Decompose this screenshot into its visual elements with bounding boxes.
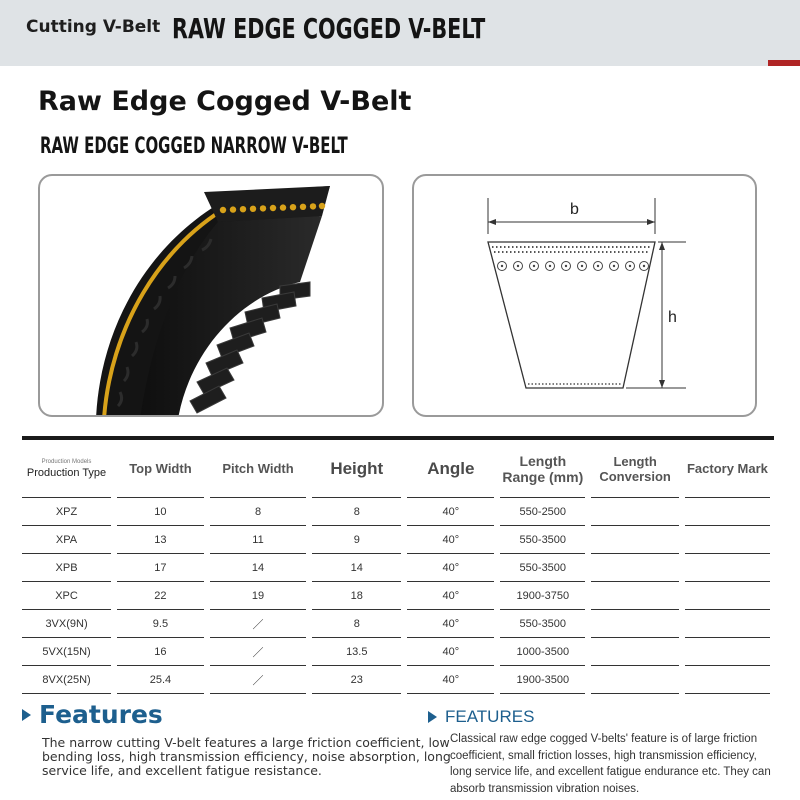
cell-length-range: 550-3500: [500, 526, 585, 554]
cell-height: 8: [312, 498, 401, 526]
cell-top-width: 10: [117, 498, 204, 526]
cell-top-width: 22: [117, 582, 204, 610]
cell-factory-mark: [685, 498, 770, 526]
header-banner: [0, 0, 800, 66]
table-row: [22, 638, 770, 666]
cell-height: 14: [312, 554, 401, 582]
cell-length-conversion: [591, 610, 679, 638]
cell-length-range: 1900-3750: [500, 582, 585, 610]
cell-top-width: 9.5: [117, 610, 204, 638]
cell-angle: 40°: [407, 638, 494, 666]
triangle-bullet-icon: [22, 709, 31, 721]
cell-length-conversion: [591, 582, 679, 610]
cell-length-range: 1000-3500: [500, 638, 585, 666]
page-subtitle: RAW EDGE COGGED NARROW V-BELT: [40, 134, 348, 159]
banner-title: RAW EDGE COGGED V-BELT: [172, 12, 486, 45]
th-production-type: [22, 440, 111, 498]
th-pitch-width: Pitch Width: [210, 440, 306, 498]
cell-height: 18: [312, 582, 401, 610]
features-text-left: The narrow cutting V-belt features a large friction coefficient, low bending loss, high transmission efficiency, noise absorption, long service life, and excellent fatigue resistance.: [42, 735, 451, 778]
th-length-range: Length Range (mm): [500, 440, 585, 498]
label-h: h: [668, 309, 677, 326]
cell-length-conversion: [591, 554, 679, 582]
table-row: [22, 554, 770, 582]
cell-height: 13.5: [312, 638, 401, 666]
belt-image-panel: [38, 174, 384, 417]
cogged-belt-image: [40, 176, 384, 417]
cross-section-panel: [412, 174, 757, 417]
label-b: b: [570, 201, 579, 218]
cell-length-range: 550-3500: [500, 610, 585, 638]
banner-category: Cutting V-Belt: [26, 17, 161, 37]
cell-angle: 40°: [407, 526, 494, 554]
cell-type: XPC: [22, 582, 111, 610]
cell-factory-mark: [685, 526, 770, 554]
th-length-conversion: Length Conversion: [591, 440, 679, 498]
table-row: [22, 582, 770, 610]
cell-top-width: 16: [117, 638, 204, 666]
cell-pitch-width: 11: [210, 526, 306, 554]
cell-length-range: 1900-3500: [500, 666, 585, 694]
cell-type: 8VX(25N): [22, 666, 111, 694]
cell-angle: 40°: [407, 610, 494, 638]
cell-angle: 40°: [407, 666, 494, 694]
th-factory-mark: Factory Mark: [685, 440, 770, 498]
th-production-tiny: Production Models: [41, 458, 92, 465]
cell-length-conversion: [591, 498, 679, 526]
features-text-right: Classical raw edge cogged V-belts' feature is of large friction coefficient, small friction losses, high transmission efficiency, long service life, and excellent fatigue endurance etc. They can absorb transmission vibration noises.: [450, 733, 771, 795]
cell-pitch-width: ／: [210, 638, 306, 666]
cell-angle: 40°: [407, 554, 494, 582]
th-production-label: Production Type: [26, 466, 107, 479]
cell-length-range: 550-2500: [500, 498, 585, 526]
cell-type: XPB: [22, 554, 111, 582]
triangle-bullet-icon: [428, 711, 437, 723]
features-section-right: [428, 707, 778, 795]
banner-accent-strip: [768, 60, 800, 66]
cell-factory-mark: [685, 638, 770, 666]
table-row: [22, 666, 770, 694]
table-row: [22, 610, 770, 638]
table-row: [22, 526, 770, 554]
cell-factory-mark: [685, 554, 770, 582]
cell-type: XPZ: [22, 498, 111, 526]
cell-height: 9: [312, 526, 401, 554]
cell-height: 8: [312, 610, 401, 638]
spec-table: [22, 436, 774, 694]
cell-top-width: 25.4: [117, 666, 204, 694]
cell-top-width: 17: [117, 554, 204, 582]
cell-height: 23: [312, 666, 401, 694]
features-section-left: [22, 700, 451, 778]
cross-section-diagram: [414, 176, 757, 417]
th-height: Height: [312, 440, 401, 498]
cell-length-conversion: [591, 638, 679, 666]
cell-factory-mark: [685, 582, 770, 610]
cell-angle: 40°: [407, 582, 494, 610]
th-angle: Angle: [407, 440, 494, 498]
cell-length-conversion: [591, 666, 679, 694]
cell-type: XPA: [22, 526, 111, 554]
cell-pitch-width: ／: [210, 610, 306, 638]
th-top-width: Top Width: [117, 440, 204, 498]
cell-length-conversion: [591, 526, 679, 554]
cell-factory-mark: [685, 666, 770, 694]
cell-top-width: 13: [117, 526, 204, 554]
cell-type: 3VX(9N): [22, 610, 111, 638]
cell-pitch-width: 8: [210, 498, 306, 526]
cell-pitch-width: 19: [210, 582, 306, 610]
cell-pitch-width: 14: [210, 554, 306, 582]
cell-length-range: 550-3500: [500, 554, 585, 582]
cell-pitch-width: ／: [210, 666, 306, 694]
features-title-right: FEATURES: [445, 707, 535, 726]
cell-type: 5VX(15N): [22, 638, 111, 666]
table-row: [22, 498, 770, 526]
table-header-row: [22, 440, 770, 498]
features-title-left: Features: [39, 700, 163, 729]
cell-factory-mark: [685, 610, 770, 638]
page-title: Raw Edge Cogged V-Belt: [38, 86, 412, 117]
cell-angle: 40°: [407, 498, 494, 526]
